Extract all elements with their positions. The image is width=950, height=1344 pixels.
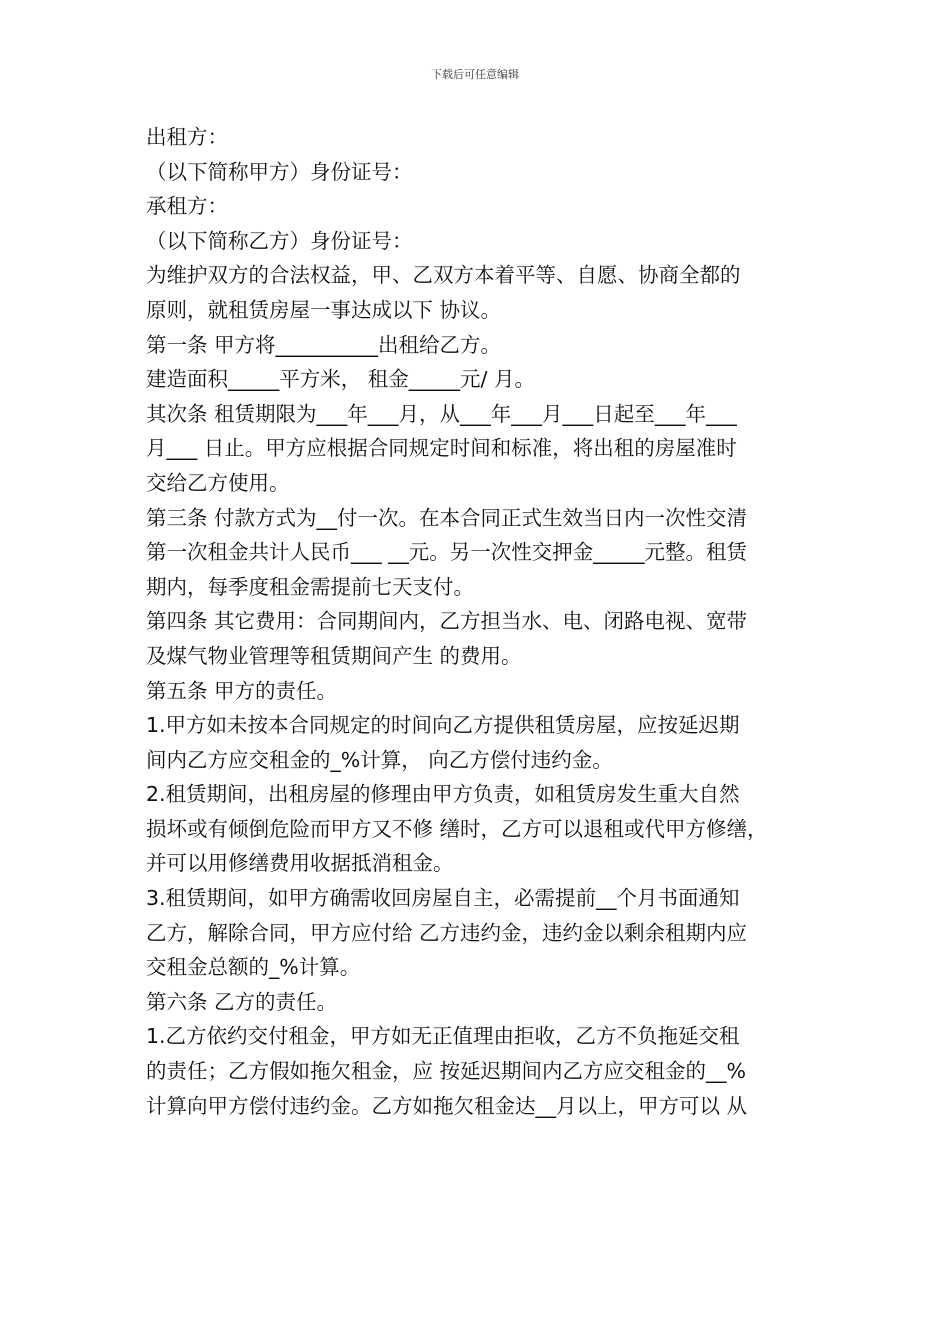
text-line: 第一次租金共计人民币___ __元。另一次性交押金_____元整。租赁 bbox=[146, 540, 748, 565]
text-line: 2.租赁期间，出租房屋的修理由甲方负责，如租赁房发生重大自然 bbox=[146, 782, 740, 807]
text-line: 间内乙方应交租金的_%计算， 向乙方偿付违约金。 bbox=[146, 747, 613, 772]
text-line: 月___ 日止。甲方应根据合同规定时间和标准，将出租的房屋准时 bbox=[146, 436, 737, 461]
text-line: 第三条 付款方式为__付一次。在本合同正式生效当日内一次性交清 bbox=[146, 505, 748, 530]
text-line: 乙方，解除合同，甲方应付给 乙方违约金，违约金以剩余租期内应 bbox=[146, 920, 748, 945]
text-line: 1.甲方如未按本合同规定的时间向乙方提供租赁房屋，应按延迟期 bbox=[146, 713, 740, 738]
text-line: 的责任；乙方假如拖欠租金，应 按延迟期间内乙方应交租金的__% bbox=[146, 1059, 746, 1084]
text-line: 第六条 乙方的责任。 bbox=[146, 989, 338, 1014]
text-line: 3.租赁期间，如甲方确需收回房屋自主，必需提前__个月书面通知 bbox=[146, 886, 740, 911]
text-line: 原则，就租赁房屋一事达成以下 协议。 bbox=[146, 297, 502, 322]
text-line: （以下简称甲方）身份证号： bbox=[146, 159, 413, 184]
text-line: （以下简称乙方）身份证号： bbox=[146, 228, 413, 253]
text-line: 交给乙方使用。 bbox=[146, 470, 290, 495]
text-line: 损坏或有倾倒危险而甲方又不修 缮时，乙方可以退租或代甲方修缮， bbox=[146, 816, 768, 841]
text-line: 第一条 甲方将__________出租给乙方。 bbox=[146, 332, 502, 357]
text-line: 计算向甲方偿付违约金。乙方如拖欠租金达__月以上，甲方可以 从 bbox=[146, 1093, 748, 1118]
text-line: 建造面积_____平方米， 租金_____元/ 月。 bbox=[146, 367, 535, 392]
header-note: 下载后可任意编辑 bbox=[431, 68, 519, 81]
text-line: 第四条 其它费用：合同期间内，乙方担当水、电、闭路电视、宽带 bbox=[146, 609, 748, 634]
text-line: 期内，每季度租金需提前七天支付。 bbox=[146, 574, 474, 599]
contract-body bbox=[146, 120, 808, 1123]
text-line: 为维护双方的合法权益，甲、乙双方本着平等、自愿、协商全都的 bbox=[146, 263, 741, 288]
text-line: 出租方： bbox=[146, 125, 228, 149]
text-line: 1.乙方依约交付租金，甲方如无正值理由拒收，乙方不负拖延交租 bbox=[146, 1024, 740, 1049]
text-line: 及煤气物业管理等租赁期间产生 的费用。 bbox=[146, 643, 522, 668]
text-line: 交租金总额的_%计算。 bbox=[146, 955, 361, 980]
text-line: 并可以用修缮费用收据抵消租金。 bbox=[146, 851, 454, 876]
text-line: 其次条 租赁期限为___年___月，从___年___月___日起至___年___ bbox=[146, 401, 737, 426]
text-line: 承租方： bbox=[146, 194, 228, 219]
text-line: 第五条 甲方的责任。 bbox=[146, 678, 338, 703]
